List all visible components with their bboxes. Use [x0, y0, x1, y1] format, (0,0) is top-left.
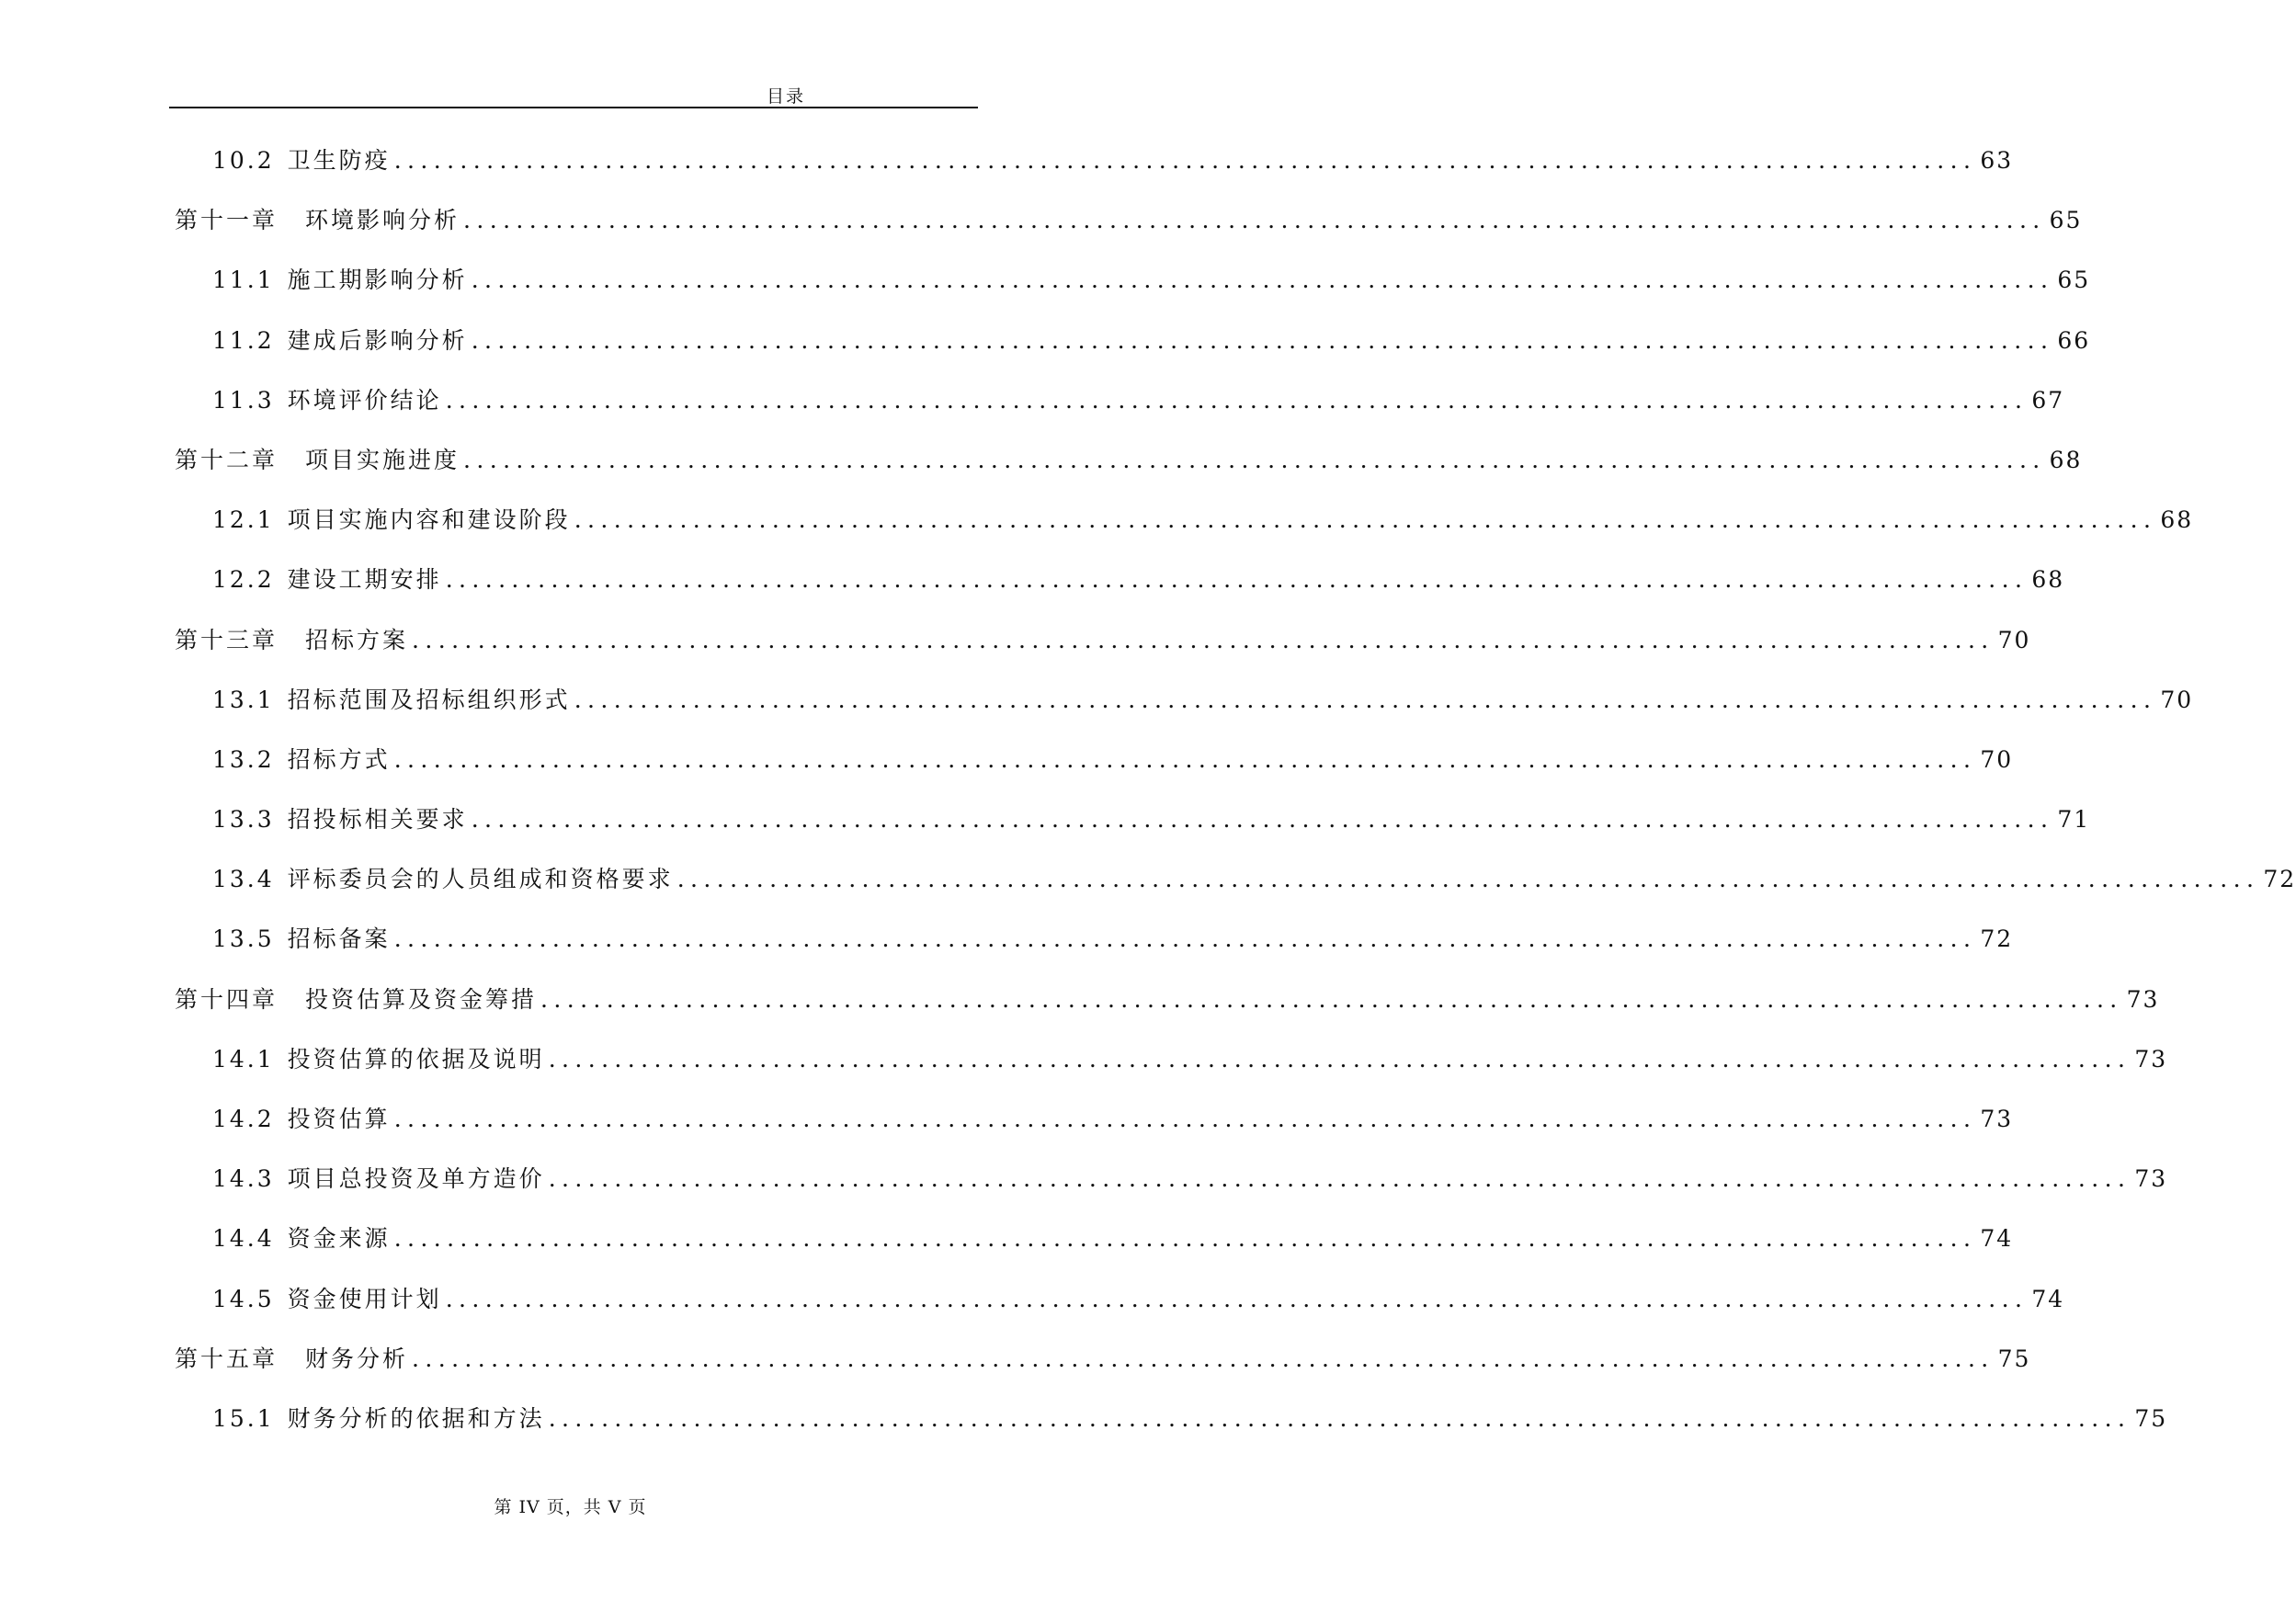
toc-entry-title: 招标方案 [305, 626, 409, 653]
toc-entry-number: 第十一章 [175, 207, 278, 234]
toc-entry-page: 73 [2134, 1045, 2168, 1073]
toc-entry-title: 评标委员会的人员组成和资格要求 [287, 866, 674, 893]
toc-entry[interactable] [175, 1401, 2168, 1460]
toc-entry-number: 14.4 [212, 1225, 275, 1253]
toc-entry[interactable] [175, 1101, 2014, 1161]
toc-dot-leader: ........................................................................................................................ [471, 326, 2054, 354]
toc-entry-page: 70 [2160, 686, 2194, 713]
toc-entry-title: 项目实施进度 [305, 446, 460, 473]
toc-entry[interactable] [175, 682, 2194, 742]
toc-entry-number: 15.1 [212, 1404, 275, 1432]
header-title: 目录 [766, 86, 805, 107]
toc-entry-page: 74 [2031, 1285, 2065, 1312]
toc-entry-number: 11.2 [212, 326, 275, 354]
toc-entry-number: 13.4 [212, 866, 275, 893]
toc-dot-leader: ........................................................................................................................ [445, 386, 2029, 414]
toc-entry-number: 13.3 [212, 806, 275, 834]
toc-entry[interactable] [175, 262, 2091, 322]
toc-entry[interactable] [175, 562, 2065, 621]
toc-dot-leader: ........................................................................................................................ [540, 985, 2123, 1013]
toc-entry-title: 项目实施内容和建设阶段 [287, 506, 571, 534]
toc-entry-page: 71 [2057, 806, 2091, 834]
toc-dot-leader: ........................................................................................................................ [445, 1285, 2029, 1312]
toc-entry-page: 63 [1980, 147, 2014, 174]
toc-dot-leader: ........................................................................................................................ [548, 1045, 2131, 1073]
toc-dot-leader: ........................................................................................................................ [574, 506, 2157, 534]
toc-entry[interactable] [175, 502, 2194, 562]
toc-entry-title: 投资估算 [287, 1106, 391, 1132]
toc-dot-leader: ........................................................................................................................ [393, 745, 1977, 773]
toc-entry-number: 10.2 [212, 147, 275, 174]
toc-entry-title: 招投标相关要求 [287, 806, 468, 834]
toc-entry-title: 环境评价结论 [287, 386, 442, 414]
toc-dot-leader: ........................................................................................................................ [463, 207, 2046, 234]
toc-entry-page: 65 [2049, 207, 2083, 234]
toc-entry-title: 建成后影响分析 [287, 326, 468, 354]
toc-entry-page: 73 [2134, 1165, 2168, 1193]
toc-dot-leader: ........................................................................................................................ [445, 566, 2029, 594]
toc-entry-page: 70 [1997, 626, 2031, 653]
toc-entry[interactable] [175, 861, 2296, 921]
toc-entry-number: 第十五章 [175, 1345, 278, 1372]
toc-dot-leader: ........................................................................................................................ [393, 925, 1977, 953]
toc-entry-title: 建设工期安排 [287, 566, 442, 594]
toc-entry-number: 13.1 [212, 686, 275, 713]
toc-entry-page: 72 [1980, 925, 2014, 953]
toc-entry-page: 68 [2049, 446, 2083, 473]
toc-entry-page: 74 [1980, 1225, 2014, 1253]
toc-entry-number: 14.2 [212, 1106, 275, 1132]
toc-dot-leader: ........................................................................................................................ [471, 267, 2054, 294]
toc-entry-page: 70 [1980, 745, 2014, 773]
toc-entry[interactable] [175, 622, 2031, 682]
toc-entry-title: 卫生防疫 [287, 147, 391, 174]
toc-dot-leader: ........................................................................................................................ [463, 446, 2046, 473]
toc-entry-page: 73 [2126, 985, 2160, 1013]
toc-entry-number: 第十三章 [175, 626, 278, 653]
toc-entry[interactable] [175, 323, 2091, 382]
toc-entry[interactable] [175, 742, 2014, 801]
toc-entry[interactable] [175, 921, 2014, 981]
toc-entry-title: 项目总投资及单方造价 [287, 1165, 545, 1193]
toc-entry[interactable] [175, 142, 2014, 202]
toc-entry-title: 财务分析的依据和方法 [287, 1404, 545, 1432]
toc-dot-leader: ........................................................................................................................ [471, 806, 2054, 834]
toc-entry[interactable] [175, 1041, 2168, 1101]
toc-dot-leader: ........................................................................................................................ [548, 1165, 2131, 1193]
toc-entry-number: 14.3 [212, 1165, 275, 1193]
toc-entry-page: 68 [2031, 566, 2065, 594]
toc-entry-title: 环境影响分析 [305, 207, 460, 234]
toc-entry-title: 招标备案 [287, 925, 391, 953]
page-header [169, 77, 978, 108]
toc-entry-number: 13.2 [212, 745, 275, 773]
toc-entry-title: 投资估算及资金筹措 [305, 985, 538, 1013]
toc-dot-leader: ........................................................................................................................ [676, 866, 2260, 893]
toc-entry-page: 72 [2263, 866, 2296, 893]
toc-dot-leader: ........................................................................................................................ [574, 686, 2157, 713]
toc-entry-page: 67 [2031, 386, 2065, 414]
toc-entry[interactable] [175, 1220, 2014, 1280]
toc-entry-title: 招标范围及招标组织形式 [287, 686, 571, 713]
toc-entry-title: 资金使用计划 [287, 1285, 442, 1312]
toc-dot-leader: ........................................................................................................................ [548, 1404, 2131, 1432]
toc-entry[interactable] [175, 382, 2065, 442]
toc-entry-page: 75 [1997, 1345, 2031, 1372]
toc-entry-number: 12.1 [212, 506, 275, 534]
toc-entry[interactable] [175, 202, 2083, 262]
toc-entry-title: 招标方式 [287, 745, 391, 773]
table-of-contents [175, 142, 2296, 1460]
toc-entry-page: 73 [1980, 1106, 2014, 1132]
toc-entry[interactable] [175, 982, 2160, 1041]
toc-entry-number: 11.1 [212, 267, 275, 294]
toc-dot-leader: ........................................................................................................................ [393, 147, 1977, 174]
toc-entry-page: 68 [2160, 506, 2194, 534]
toc-entry-title: 投资估算的依据及说明 [287, 1045, 545, 1073]
toc-entry-number: 13.5 [212, 925, 275, 953]
toc-entry-title: 财务分析 [305, 1345, 409, 1372]
toc-entry[interactable] [175, 1161, 2168, 1220]
toc-entry[interactable] [175, 442, 2083, 502]
toc-entry-title: 施工期影响分析 [287, 267, 468, 294]
toc-dot-leader: ........................................................................................................................ [393, 1106, 1977, 1132]
toc-entry-number: 第十四章 [175, 985, 278, 1013]
toc-entry-number: 14.1 [212, 1045, 275, 1073]
toc-entry-number: 14.5 [212, 1285, 275, 1312]
toc-dot-leader: ........................................................................................................................ [412, 626, 1995, 653]
toc-entry-title: 资金来源 [287, 1225, 391, 1253]
toc-entry[interactable] [175, 1281, 2065, 1341]
toc-dot-leader: ........................................................................................................................ [393, 1225, 1977, 1253]
toc-entry-page: 75 [2134, 1404, 2168, 1432]
toc-entry[interactable] [175, 801, 2091, 861]
toc-entry-page: 66 [2057, 326, 2091, 354]
toc-entry-number: 12.2 [212, 566, 275, 594]
toc-entry-number: 11.3 [212, 386, 275, 414]
toc-entry-page: 65 [2057, 267, 2091, 294]
page-footer: 第 IV 页，共 V 页 [494, 1497, 647, 1517]
toc-entry[interactable] [175, 1341, 2031, 1401]
toc-dot-leader: ........................................................................................................................ [412, 1345, 1995, 1372]
toc-entry-number: 第十二章 [175, 446, 278, 473]
